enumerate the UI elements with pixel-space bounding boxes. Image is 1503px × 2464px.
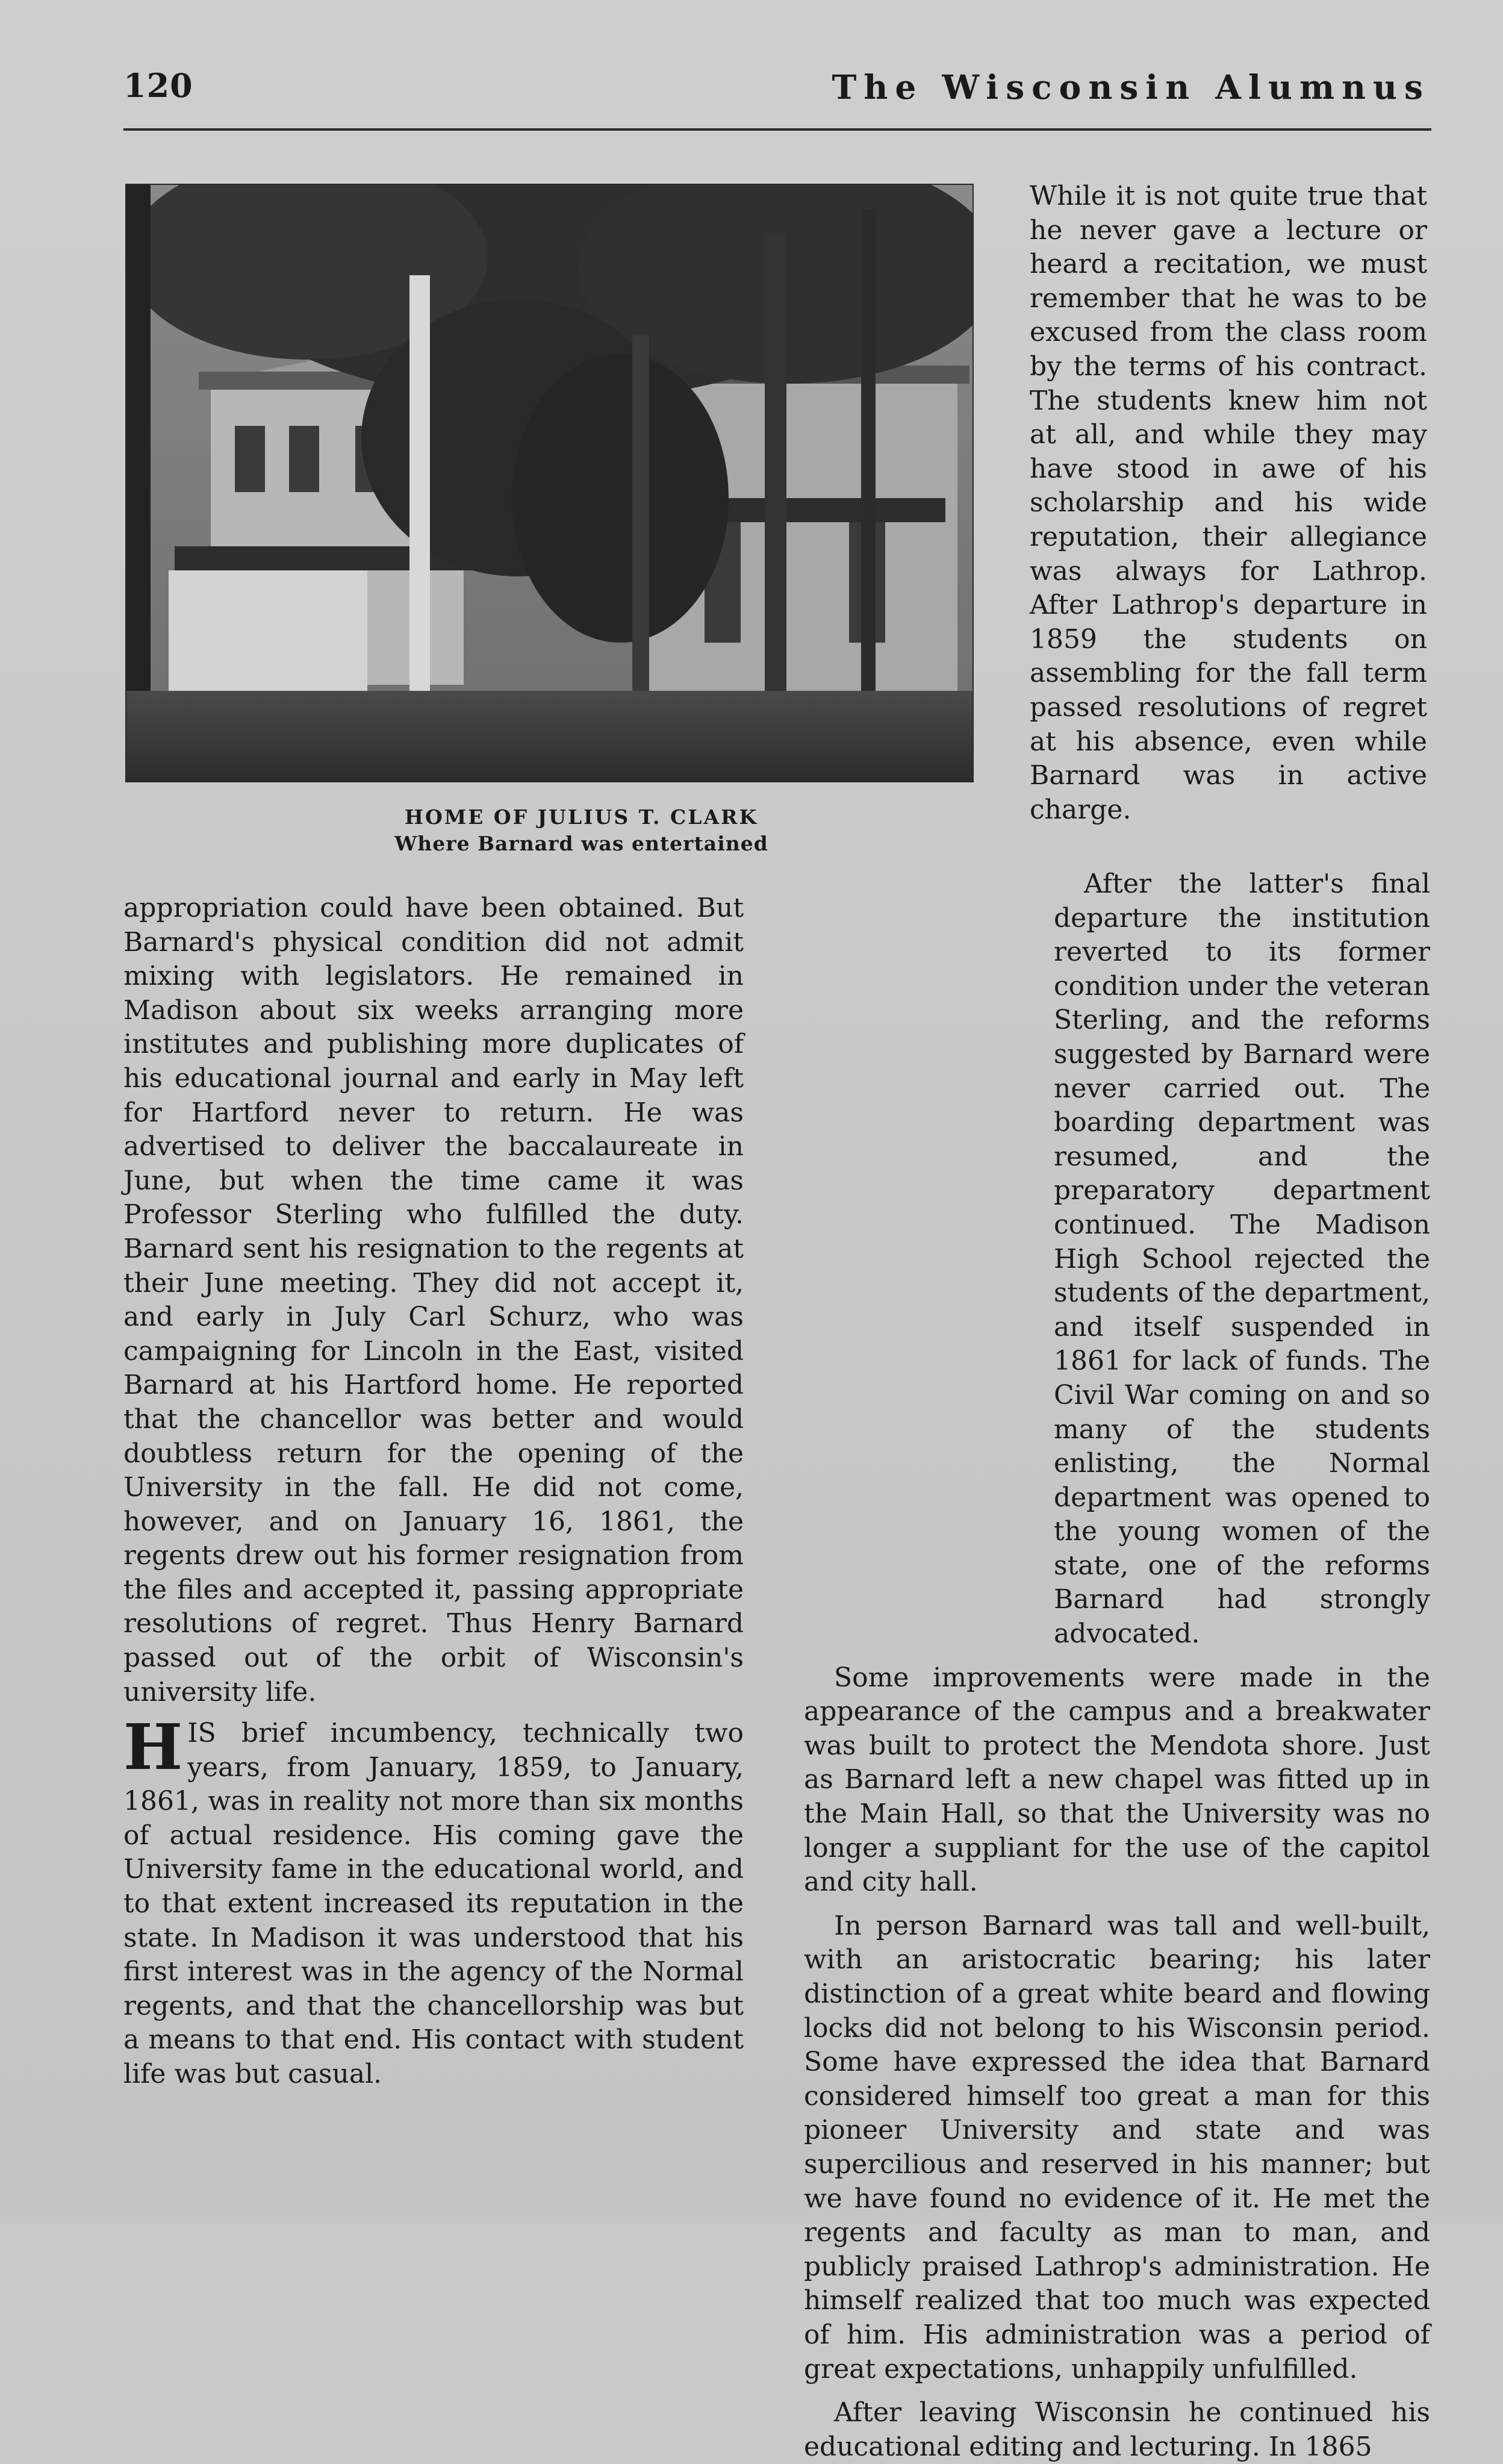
page-number: 120 [123, 66, 193, 105]
left-column-top [123, 891, 744, 1709]
paragraph-left-2 [123, 1710, 744, 2092]
paragraph-left-2-text: IS brief incumbency, technically two years, from January, 1859, to January, 1861, was in reality not more than six months of actual residence. His coming gave the University fame in the educational world, and to that extent increased its reputation in the state. In Madison it was understood that his first interest was in the agency of the Normal regents, and that the chancellorship was but a means to that end. His contact with student life was but casual. [123, 1718, 744, 2089]
journal-title: The Wisconsin Alumnus [832, 67, 1430, 107]
paragraph-right-top: While it is not quite true that he never gave a lecture or heard a recitation, we must remember that he was to be excused from the class room by the terms of his contract. The students knew him not at all, and while they may have stood in awe of his scholarship and his wide reputation, their allegiance was always for Lathrop. After Lathrop's departure in 1859 the students on assembling for the fall term passed resolutions of regret at his absence, even while Barnard was in active charge. [1030, 181, 1427, 825]
photo-caption [125, 804, 971, 857]
paragraph-right-2: Some improvements were made in the appearance of the campus and a breakwater was built to protect the Mendota shore. Just as Barnard left a new chapel was fitted up in the Main Hall, so that the University was no longer a suppliant for the use of the capitol and city hall. [804, 1662, 1430, 1898]
left-column-bottom [123, 1710, 744, 2092]
right-column-top [1030, 179, 1427, 827]
right-column-bottom [804, 867, 1430, 2464]
header-rule [123, 128, 1431, 131]
paragraph-right-3: In person Barnard was tall and well-built, with an aristocratic bearing; his later distinction of a great white beard and flowing locks did not belong to his Wisconsin period. Some have expressed the idea that Barnard considered himself too great a man for this pioneer University and state and was supercilious and reserved in his manner; but we have found no evidence of it. He met the regents and faculty as man to man, and publicly praised Lathrop's administration. He himself realized that too much was expected of him. His administration was a period of great expectations, unhappily unfulfilled. [804, 1910, 1430, 2384]
house-photo [125, 184, 974, 782]
paragraph-left-1: appropriation could have been obtained. But Barnard's physical condition did not admit mixing with legislators. He remained in Madison about six weeks arranging more institutes and publishing more duplicates of his educational journal and early in May left for Hartford never to return. He was advertised to deliver the baccalaureate in June, but when the time came it was Professor Sterling who fulfilled the duty. Barnard sent his resignation to the regents at their June meeting. They did not accept it, and early in July Carl Schurz, who was campaigning for Lincoln in the East, visited Barnard at his Hartford home. He reported that the chancellor was better and would doubtless return for the opening of the University in the fall. He did not come, however, and on January 16, 1861, the regents drew out his former resignation from the files and accepted it, passing appropriate resolutions of regret. Thus Henry Barnard passed out of the orbit of Wisconsin's university life. [123, 893, 744, 1708]
paragraph-right-4: After leaving Wisconsin he continued his educational editing and lecturing. In 1865 [804, 2397, 1430, 2462]
page-header [123, 66, 1430, 126]
paragraph-right-1: After the latter's final departure the institution reverted to its former condition under the veteran Sterling, and the reforms suggested by Barnard were never carried out. The boarding department was resumed, and the preparatory department continued. The Madison High School rejected the students of the department, and itself suspended in 1861 for lack of funds. The Civil War coming on and so many of the students enlisting, the Normal department was opened to the young women of the state, one of the reforms Barnard had strongly advocated. [1054, 869, 1430, 1650]
house-photo-illustration [126, 185, 972, 781]
drop-cap: H [123, 1710, 183, 1784]
caption-subtitle: Where Barnard was entertained [394, 832, 768, 855]
caption-title: HOME OF JULIUS T. CLARK [404, 805, 759, 829]
